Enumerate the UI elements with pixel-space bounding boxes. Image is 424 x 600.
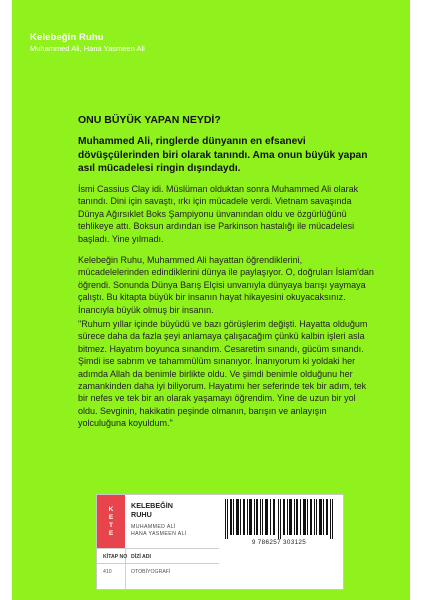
blurb-paragraph-2: Kelebeğin Ruhu, Muhammed Ali hayattan öğrendiklerini, mücadelelerinden edindiklerini dünya ile paylaşıyor. O, doğruları İslam'dan öğrendi. Sonunda Dünya Barış Elçisi unvanıyla dünyaya barışı yaymaya çalıştı. Bu kitapta büyük bir insanın hayat hikayesini okuyacaksınız. İnancıyla büyük olmuş bir insanın. xyxy=(78,255,374,315)
logo-letter: T xyxy=(109,521,113,529)
blurb-lead: Muhammed Ali, ringlerde dünyanın en efsanevi dövüşçülerinden biri olarak tanındı. Ama onun büyük yapan asıl mücadelesi ringin dışındaydı. xyxy=(78,136,368,175)
barcode xyxy=(221,499,337,539)
divider xyxy=(97,548,219,549)
label-book-authors xyxy=(131,524,187,537)
series-name-header: DİZİ ADI xyxy=(131,554,151,560)
label-book-title: KELEBEĞİN RUHU xyxy=(131,501,173,519)
label-author-1: MUHAMMED ALİ xyxy=(131,524,176,530)
blurb-heading: ONU BÜYÜK YAPAN NEYDİ? xyxy=(78,114,221,126)
book-number-header: KİTAP NO xyxy=(103,554,128,560)
logo-letter: K xyxy=(108,505,114,513)
book-number-value: 410 xyxy=(103,569,112,575)
cover-title: Kelebeğin Ruhu xyxy=(30,32,104,43)
book-back-cover xyxy=(12,0,410,600)
barcode-number: 9 786257 303125 xyxy=(251,539,307,546)
cover-authors: Muhammed Ali, Hana Yasmeen Ali xyxy=(30,44,145,53)
logo-letter: E xyxy=(108,529,114,537)
blurb-quote: "Ruhum yıllar içinde büyüdü ve bazı görüşlerim değişti. Hayatta olduğum sürece daha da fazla şeyi anlamaya çalışacağım çünkü kalbin işleri asla bitmez. Hayatım boyunca sınandım. Cesaretim sınandı, gücüm sınandı. Şimdi ise sabrım ve tahammülüm sınanıyor. İnanıyorum ki yoldaki her adımda Allah da benimle birlikte oldu. Ve şimdi benimle olduğunu her zamankinden daha iyi biliyorum. Hayatımı her seferinde tek bir adım, tek bir nefes ve tek bir an olarak yaşamayı öğrendim. Yine de uzun bir yol oldu. Sevginin, hakikatin peşinde olmanın, barışın ve anlayışın yolculuğuna koyuldum." xyxy=(78,319,368,429)
publisher-label xyxy=(96,494,344,590)
logo-letter: E xyxy=(108,513,114,521)
series-name-value: OTOBİYOGRAFİ xyxy=(131,569,171,575)
divider xyxy=(97,563,219,564)
label-author-2: HANA YASMEEN ALİ xyxy=(131,530,187,537)
blurb-paragraph-1: İsmi Cassius Clay idi. Müslüman olduktan sonra Muhammed Ali olarak tanındı. Dini için savaştı, ırkı için mücadele verdi. Vietnam savaşında Dünya Ağırsıklet Boks Şampiyonu ünvanından oldu ve özgürlüğünü tehlikeye attı. Boksun ardından ise Parkinson hastalığı ile mücadelesi başladı. Yine yılmadı. xyxy=(78,184,359,244)
publisher-logo xyxy=(97,495,125,548)
